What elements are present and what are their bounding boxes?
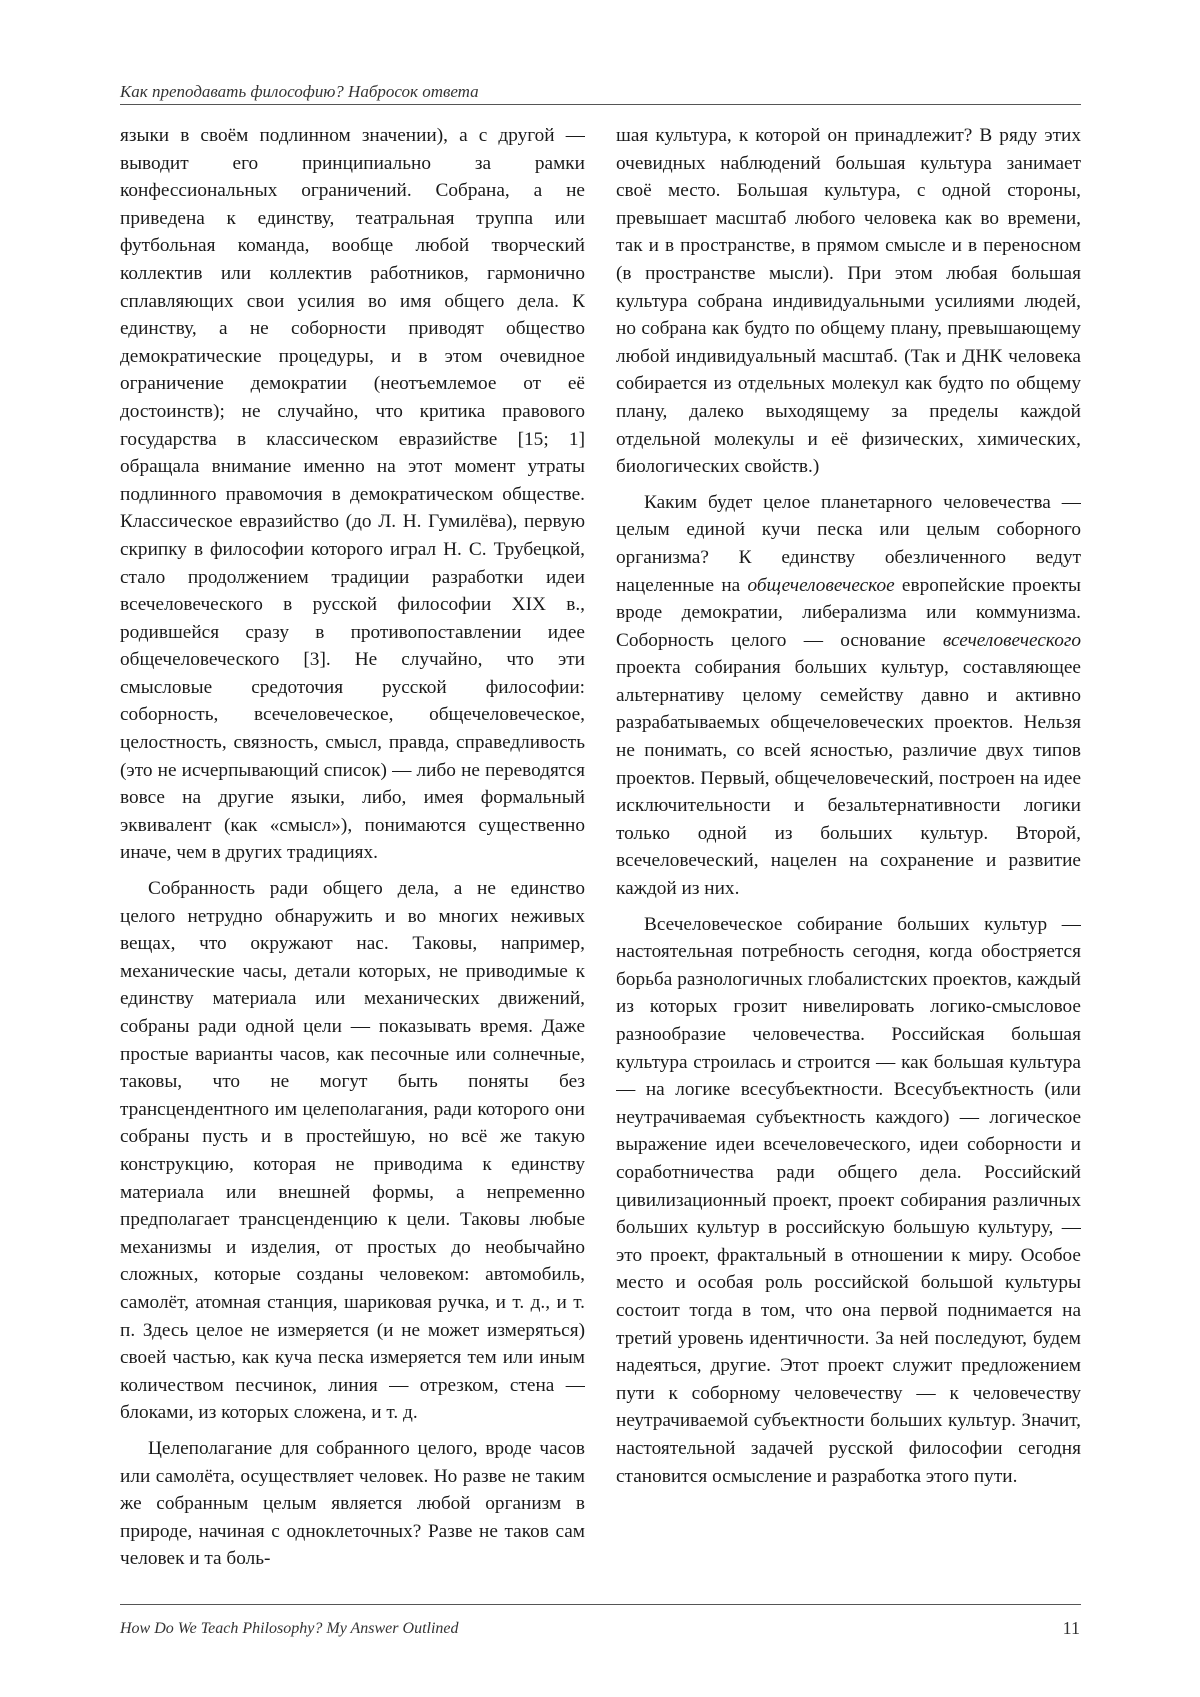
- paragraph: языки в своём подлинном значении), а с другой — выводит его принципиально за рамки конфессиональных ограничений. Собрана, а не приведена к единству, театральная труппа или футбольная команда, вообще любой творческий коллектив или коллектив работников, гармонично сплавляющих свои усилия во имя общего дела. К единству, а не соборности приводят общество демократические процедуры, и в этом очевидное ограничение демократии (неотъемлемое от её достоинств); не случайно, что критика правового государства в классическом евразийстве [15; 1] обращала внимание именно на этот момент утраты подлинного правомочия в демократическом обществе. Классическое евразийство (до Л. Н. Гумилёва), первую скрипку в философии которого играл Н. С. Трубецкой, стало продолжением традиции разработки идеи всечеловеческого в русской философии XIX в., родившейся сразу в противопоставлении идее общечеловеческого [3]. Не случайно, что эти смысловые средоточия русской философии: соборность, всечеловеческое, общечеловеческое, целостность, связность, смысл, правда, справедливость (это не исчерпывающий список) — либо не переводятся вовсе на другие языки, либо, имея формальный эквивалент (как «смысл»), понимаются существенно иначе, чем в других традициях.: [120, 125, 585, 864]
- paragraph: Всечеловеческое собирание больших культур — настоятельная потребность сегодня, когда обостряется борьба разнологичных глобалистских проектов, каждый из которых грозит нивелировать логико-смысловое разнообразие человечества. Российская большая культура строилась и строится — как большая культура — на логике всесубъектности. Всесубъектность (или неутрачиваемая субъектность каждого) — логическое выражение идеи всечеловеческого, идеи соборности и соработничества ради общего дела. Российский цивилизационный проект, проект собирания различных больших культур в российскую большую культуру, — это проект, фрактальный в отношении к миру. Особое место и особая роль российской большой культуры состоит тогда в том, что она первой поднимается на третий уровень идентичности. За ней последуют, будем надеяться, другие. Этот проект служит предложением пути к соборному человечеству — к человечеству неутрачиваемой субъектности больших культур. Значит, настоятельной задачей русской философии сегодня становится осмысление и разработка этого пути.: [616, 913, 1081, 1487]
- paragraph-text: Каким будет целое планетарного человечества — целым единой кучи песка или целым соборного организма? К единству обезличенного ведут нацеленные на: [616, 491, 1081, 596]
- paragraph: Собранность ради общего дела, а не единство целого нетрудно обнаружить и во многих неживых вещах, что окружают нас. Таковы, например, механические часы, детали которых, не приводимые к единству материала или механических движений, собраны ради одной цели — показывать время. Даже простые варианты часов, как песочные или солнечные, таковы, что не могут быть поняты без трансцендентного им целеполагания, ради которого они собраны пусть и в простейшую, но всё же такую конструкцию, которая не приводима к единству материала или внешней формы, а непременно предполагает трансценденцию к цели. Таковы любые механизмы и изделия, от простых до необычайно сложных, которые созданы человеком: автомобиль, самолёт, атомная станция, шариковая ручка, и т. д., и т. п. Здесь целое не измеряется (и не может измеряться) своей частью, как куча песка измеряется тем или иным количеством песчинок, линия — отрезком, стена — блоками, из которых сложена, и т. д.: [120, 878, 585, 1424]
- paragraph-text: европейские проекты вроде демократии, либерализма или коммунизма. Соборность целого — основание: [616, 574, 1081, 651]
- right-column: [616, 122, 1081, 1587]
- paragraph-text: проекта собирания больших культур, составляющее альтернативу целому семейству давно и активно разрабатываемых общечеловеческих проектов. Нельзя не понимать, со всей ясностью, различие двух типов проектов. Первый, общечеловеческий, построен на идее исключительности и безальтернативности логики только одной из больших культур. Второй, всечеловеческий, нацелен на сохранение и развитие каждой из них.: [616, 657, 1081, 900]
- paragraph: Целеполагание для собранного целого, вроде часов или самолёта, осуществляет человек. Но разве не таким же собранным целым является любой организм в природе, начиная с одноклеточных? Разве не таков сам человек и та боль-: [120, 1437, 585, 1570]
- left-column: [120, 122, 585, 1587]
- emphasis-term: общечеловеческое: [747, 574, 895, 596]
- emphasis-term: всечеловеческого: [942, 629, 1081, 651]
- running-foot: How Do We Teach Philosophy? My Answer Outlined: [120, 1620, 459, 1637]
- paragraph: [616, 489, 1081, 903]
- page-number: 11: [1062, 1618, 1080, 1638]
- running-head: Как преподавать философию? Набросок ответа: [120, 82, 479, 101]
- paragraph: шая культура, к которой он принадлежит? В ряду этих очевидных наблюдений большая культура занимает своё место. Большая культура, с одной стороны, превышает масштаб любого человека как во времени, так и в пространстве, в прямом смысле и в переносном (в пространстве мысли). При этом любая большая культура собрана индивидуальными усилиями людей, но собрана как будто по общему плану, превышающему любой индивидуальный масштаб. (Так и ДНК человека собирается из отдельных молекул как будто по общему плану, далеко выходящему за пределы каждой отдельной молекулы и её физических, химических, биологических свойств.): [616, 125, 1081, 478]
- header-rule: [120, 104, 1081, 105]
- footer-rule: [120, 1604, 1081, 1605]
